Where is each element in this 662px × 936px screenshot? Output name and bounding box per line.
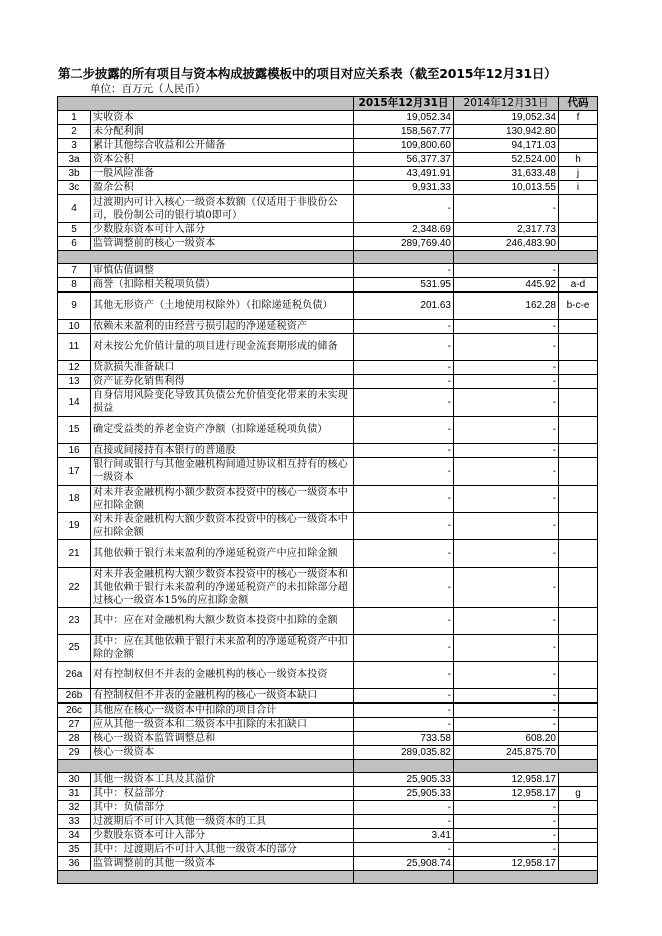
value-2014: - (454, 634, 559, 661)
value-2014: 245,875.70 (454, 745, 559, 759)
value-2014: - (454, 512, 559, 539)
separator-cell (58, 251, 354, 264)
row-label: 有控制权但不并表的金融机构的核心一级资本缺口 (91, 688, 354, 703)
row-code (559, 485, 598, 512)
row-number: 31 (58, 786, 91, 800)
table-row (58, 278, 598, 293)
table-row (58, 167, 598, 181)
row-label: 其他依赖于银行未来盈利的净递延税资产中应扣除金额 (91, 539, 354, 567)
row-code: b-c-e (559, 292, 598, 319)
row-code (559, 457, 598, 485)
row-number: 5 (58, 223, 91, 237)
row-label: 其他应在核心一级资本中扣除的项目合计 (91, 703, 354, 718)
value-2014: 12,958.17 (454, 772, 559, 786)
row-number: 22 (58, 567, 91, 607)
row-number: 16 (58, 443, 91, 457)
row-label: 贷款损失准备缺口 (91, 360, 354, 374)
row-number: 13 (58, 374, 91, 388)
row-number: 3a (58, 153, 91, 167)
row-code (559, 223, 598, 237)
row-label: 银行间或银行与其他金融机构间通过协议相互持有的核心一级资本 (91, 457, 354, 485)
row-code (559, 512, 598, 539)
row-code (559, 374, 598, 388)
table-header-row (58, 97, 598, 111)
value-2015: - (354, 319, 454, 333)
value-2015: 201.63 (354, 292, 454, 319)
value-2014: - (454, 814, 559, 828)
row-number: 10 (58, 319, 91, 333)
value-2015: 733.58 (354, 731, 454, 745)
table-row (58, 842, 598, 856)
value-2015: 289,035.82 (354, 745, 454, 759)
row-label: 实收资本 (91, 111, 354, 125)
value-2015: - (354, 688, 454, 703)
row-code (559, 125, 598, 139)
table-row (58, 292, 598, 319)
row-code (559, 842, 598, 856)
table-row (58, 195, 598, 223)
section-separator-row (58, 870, 598, 883)
row-number: 8 (58, 278, 91, 293)
row-number: 17 (58, 457, 91, 485)
row-number: 25 (58, 634, 91, 661)
row-code (559, 703, 598, 718)
value-2015: - (354, 195, 454, 223)
table-row (58, 828, 598, 842)
row-label: 监管调整前的核心一级资本 (91, 237, 354, 251)
row-label: 少数股东资本可计入部分 (91, 828, 354, 842)
value-2014: 2,317.73 (454, 223, 559, 237)
row-number: 3 (58, 139, 91, 153)
row-number: 2 (58, 125, 91, 139)
value-2015: 43,491.91 (354, 167, 454, 181)
table-row (58, 319, 598, 333)
table-row (58, 443, 598, 457)
row-label: 未分配利润 (91, 125, 354, 139)
table-row (58, 731, 598, 745)
value-2015: - (354, 374, 454, 388)
row-number: 9 (58, 292, 91, 319)
value-2014: 246,483.90 (454, 237, 559, 251)
separator-cell (454, 251, 598, 264)
row-code (559, 333, 598, 360)
table-row (58, 111, 598, 125)
separator-cell (454, 870, 598, 883)
row-code (559, 661, 598, 688)
row-code (559, 195, 598, 223)
row-number: 28 (58, 731, 91, 745)
row-code (559, 139, 598, 153)
value-2014: - (454, 539, 559, 567)
table-row (58, 745, 598, 759)
table-row (58, 772, 598, 786)
row-label: 其中：应在其他依赖于银行未来盈利的净递延税资产中扣除的金额 (91, 634, 354, 661)
row-label: 对未并表金融机构小额少数资本投资中的核心一级资本中应扣除金额 (91, 485, 354, 512)
row-label: 其中：权益部分 (91, 786, 354, 800)
table-row (58, 814, 598, 828)
row-code (559, 856, 598, 870)
table-row (58, 634, 598, 661)
value-2014: - (454, 607, 559, 634)
value-2015: 2,348.69 (354, 223, 454, 237)
row-label: 其他无形资产（土地使用权除外）（扣除递延税负债） (91, 292, 354, 319)
value-2015: 25,905.33 (354, 772, 454, 786)
reconciliation-table (57, 96, 598, 884)
table-row (58, 717, 598, 731)
row-number: 12 (58, 360, 91, 374)
row-label: 一般风险准备 (91, 167, 354, 181)
row-code (559, 772, 598, 786)
row-number: 34 (58, 828, 91, 842)
row-number: 18 (58, 485, 91, 512)
table-row (58, 703, 598, 718)
value-2014: 31,633.48 (454, 167, 559, 181)
value-2015: - (354, 388, 454, 416)
value-2015: - (354, 416, 454, 443)
table-row (58, 485, 598, 512)
value-2014: - (454, 319, 559, 333)
row-label: 审慎估值调整 (91, 264, 354, 278)
value-2015: - (354, 457, 454, 485)
row-number: 23 (58, 607, 91, 634)
row-code (559, 360, 598, 374)
value-2014: - (454, 374, 559, 388)
row-label: 资本公积 (91, 153, 354, 167)
value-2014: - (454, 333, 559, 360)
table-row (58, 416, 598, 443)
row-number: 36 (58, 856, 91, 870)
value-2014: - (454, 195, 559, 223)
value-2014: 94,171.03 (454, 139, 559, 153)
value-2015: 3.41 (354, 828, 454, 842)
value-2015: 25,908.74 (354, 856, 454, 870)
row-label: 自身信用风险变化导致其负债公允价值变化带来的未实现损益 (91, 388, 354, 416)
value-2015: - (354, 443, 454, 457)
value-2014: - (454, 717, 559, 731)
table-row (58, 374, 598, 388)
row-code: j (559, 167, 598, 181)
value-2015: 158,567.77 (354, 125, 454, 139)
row-code: i (559, 181, 598, 195)
row-code (559, 634, 598, 661)
row-number: 1 (58, 111, 91, 125)
value-2015: - (354, 264, 454, 278)
header-code: 代码 (559, 97, 598, 111)
value-2015: 9,931.33 (354, 181, 454, 195)
row-code (559, 800, 598, 814)
table-row (58, 688, 598, 703)
row-code (559, 388, 598, 416)
separator-cell (454, 759, 598, 772)
row-label: 商誉（扣除相关税项负债） (91, 278, 354, 293)
row-code (559, 607, 598, 634)
value-2015: - (354, 634, 454, 661)
row-label: 直接或间接持有本银行的普通股 (91, 443, 354, 457)
page-title: 第二步披露的所有项目与资本构成披露模板中的项目对应关系表（截至2015年12月31日） (58, 66, 557, 81)
row-number: 11 (58, 333, 91, 360)
value-2014: - (454, 485, 559, 512)
value-2014: - (454, 567, 559, 607)
table-row (58, 800, 598, 814)
value-2015: - (354, 842, 454, 856)
value-2014: 52,524.00 (454, 153, 559, 167)
table-row (58, 856, 598, 870)
table-row (58, 457, 598, 485)
row-label: 应从其他一级资本和二级资本中扣除的未扣缺口 (91, 717, 354, 731)
row-code: f (559, 111, 598, 125)
table-row (58, 360, 598, 374)
row-label: 核心一级资本监管调整总和 (91, 731, 354, 745)
row-number: 3c (58, 181, 91, 195)
table-row (58, 181, 598, 195)
separator-cell (354, 759, 454, 772)
value-2014: 162.28 (454, 292, 559, 319)
row-code (559, 264, 598, 278)
table-row (58, 153, 598, 167)
row-code: g (559, 786, 598, 800)
row-code (559, 416, 598, 443)
table-row (58, 223, 598, 237)
row-number: 15 (58, 416, 91, 443)
separator-cell (354, 251, 454, 264)
value-2015: 531.95 (354, 278, 454, 293)
row-code (559, 688, 598, 703)
row-code (559, 567, 598, 607)
row-number: 29 (58, 745, 91, 759)
value-2015: 19,052.34 (354, 111, 454, 125)
row-label: 确定受益类的养老金资产净额（扣除递延税项负债） (91, 416, 354, 443)
row-number: 7 (58, 264, 91, 278)
table-row (58, 237, 598, 251)
row-code (559, 443, 598, 457)
row-label: 其他一级资本工具及其溢价 (91, 772, 354, 786)
row-number: 26c (58, 703, 91, 718)
row-code (559, 828, 598, 842)
value-2014: 445.92 (454, 278, 559, 293)
row-number: 3b (58, 167, 91, 181)
value-2014: - (454, 828, 559, 842)
row-number: 35 (58, 842, 91, 856)
row-code (559, 717, 598, 731)
value-2015: 109,800.60 (354, 139, 454, 153)
value-2015: - (354, 512, 454, 539)
table-row (58, 607, 598, 634)
table-row (58, 388, 598, 416)
row-code (559, 237, 598, 251)
table-row (58, 567, 598, 607)
row-code (559, 814, 598, 828)
value-2015: - (354, 717, 454, 731)
row-label: 核心一级资本 (91, 745, 354, 759)
row-number: 30 (58, 772, 91, 786)
table-row (58, 125, 598, 139)
row-label: 对未并表金融机构大额少数资本投资中的核心一级资本中应扣除金额 (91, 512, 354, 539)
row-label: 其中：负债部分 (91, 800, 354, 814)
value-2015: - (354, 485, 454, 512)
table-row (58, 264, 598, 278)
row-label: 其中：过渡期后不可计入其他一级资本的部分 (91, 842, 354, 856)
row-label: 累计其他综合收益和公开储备 (91, 139, 354, 153)
row-label: 依赖未来盈利的由经营亏损引起的净递延税资产 (91, 319, 354, 333)
row-number: 27 (58, 717, 91, 731)
row-number: 19 (58, 512, 91, 539)
row-number: 32 (58, 800, 91, 814)
value-2014: - (454, 800, 559, 814)
header-2015: 2015年12月31日 (354, 97, 454, 111)
value-2014: - (454, 661, 559, 688)
row-code (559, 745, 598, 759)
header-blank (58, 97, 354, 111)
table-row (58, 512, 598, 539)
row-label: 其中：应在对金融机构大额少数资本投资中扣除的金额 (91, 607, 354, 634)
value-2014: 10,013.55 (454, 181, 559, 195)
value-2014: - (454, 842, 559, 856)
value-2015: - (354, 539, 454, 567)
value-2015: - (354, 607, 454, 634)
row-code (559, 539, 598, 567)
table-row (58, 786, 598, 800)
table-row (58, 661, 598, 688)
value-2014: - (454, 457, 559, 485)
section-separator-row (58, 759, 598, 772)
row-number: 21 (58, 539, 91, 567)
unit-label: 单位：百万元（人民币） (90, 83, 206, 95)
section-separator-row (58, 251, 598, 264)
row-number: 14 (58, 388, 91, 416)
value-2014: 12,958.17 (454, 786, 559, 800)
row-label: 资产证券化销售利得 (91, 374, 354, 388)
row-code: h (559, 153, 598, 167)
row-code: a-d (559, 278, 598, 293)
value-2014: - (454, 264, 559, 278)
value-2014: - (454, 688, 559, 703)
row-number: 6 (58, 237, 91, 251)
value-2015: - (354, 661, 454, 688)
row-label: 盈余公积 (91, 181, 354, 195)
value-2015: 289,769.40 (354, 237, 454, 251)
table-row (58, 333, 598, 360)
value-2014: - (454, 416, 559, 443)
value-2014: - (454, 388, 559, 416)
value-2014: - (454, 360, 559, 374)
row-number: 26b (58, 688, 91, 703)
row-label: 过渡期内可计入核心一级资本数额（仅适用于非股份公司，股份制公司的银行填0即可） (91, 195, 354, 223)
value-2014: - (454, 703, 559, 718)
value-2015: - (354, 333, 454, 360)
value-2014: 19,052.34 (454, 111, 559, 125)
value-2015: - (354, 567, 454, 607)
row-label: 对未并表金融机构大额少数资本投资中的核心一级资本和其他依赖于银行未来盈利的净递延税资产的未扣除部分超过核心一级资本15%的应扣除金额 (91, 567, 354, 607)
value-2015: - (354, 703, 454, 718)
table-row (58, 139, 598, 153)
row-label: 少数股东资本可计入部分 (91, 223, 354, 237)
separator-cell (58, 870, 354, 883)
row-label: 监管调整前的其他一级资本 (91, 856, 354, 870)
row-code (559, 319, 598, 333)
value-2014: - (454, 443, 559, 457)
row-number: 26a (58, 661, 91, 688)
value-2014: 608.20 (454, 731, 559, 745)
value-2015: - (354, 800, 454, 814)
value-2015: - (354, 814, 454, 828)
header-2014: 2014年12月31日 (454, 97, 559, 111)
value-2014: 130,942.80 (454, 125, 559, 139)
row-label: 对未按公允价值计量的项目进行现金流套期形成的储备 (91, 333, 354, 360)
value-2015: - (354, 360, 454, 374)
value-2015: 25,905.33 (354, 786, 454, 800)
table-row (58, 539, 598, 567)
row-label: 对有控制权但不并表的金融机构的核心一级资本投资 (91, 661, 354, 688)
row-label: 过渡期后不可计入其他一级资本的工具 (91, 814, 354, 828)
separator-cell (354, 870, 454, 883)
row-code (559, 731, 598, 745)
value-2015: 56,377.37 (354, 153, 454, 167)
value-2014: 12,958.17 (454, 856, 559, 870)
row-number: 33 (58, 814, 91, 828)
row-number: 4 (58, 195, 91, 223)
separator-cell (58, 759, 354, 772)
